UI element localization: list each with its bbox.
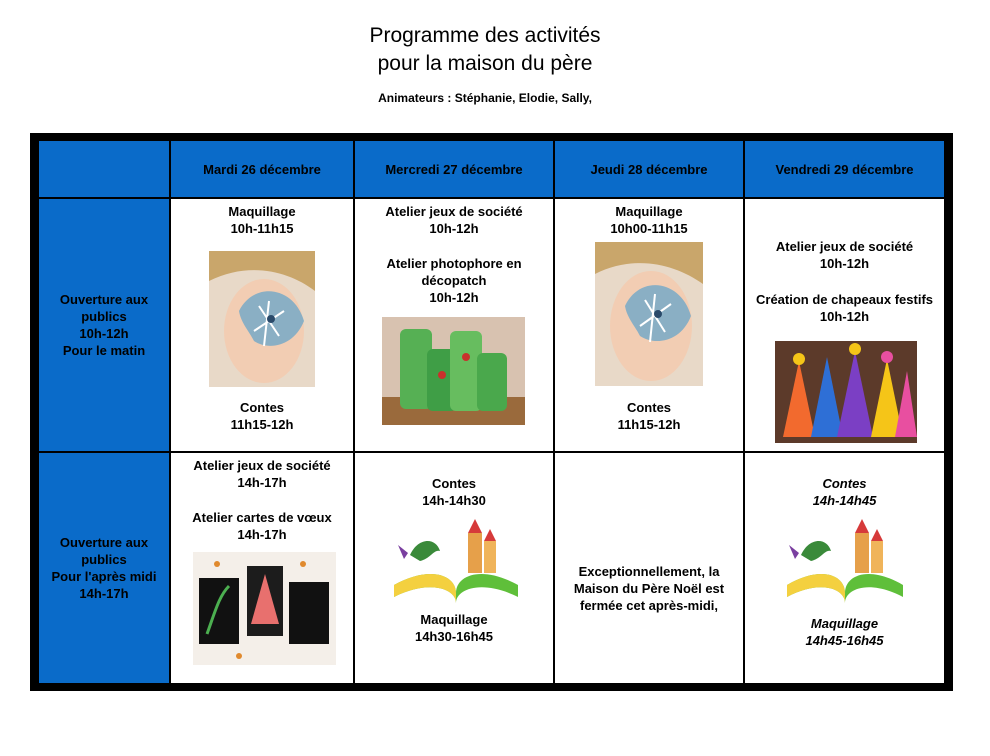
cell-thursday-afternoon: Exceptionnellement, la Maison du Père Noël est fermée cet après-midi,	[555, 453, 743, 683]
photophore-jars-photo	[382, 317, 525, 425]
header-corner	[39, 141, 169, 197]
storybook-castle-illustration-2	[783, 515, 907, 603]
storybook-castle-illustration	[390, 515, 522, 603]
header-day-wednesday: Mercredi 27 décembre	[355, 141, 553, 197]
cell-friday-morning: Atelier jeux de société 10h-12h Création de chapeaux festifs 10h-12h	[745, 199, 944, 451]
cell-friday-afternoon: Contes 14h-14h45 Maquillage 14h45-16h45	[745, 453, 944, 683]
row-label-morning: Ouverture aux publics 10h-12h Pour le matin	[39, 199, 169, 451]
header-day-thursday: Jeudi 28 décembre	[555, 141, 743, 197]
cell-tuesday-morning: Maquillage 10h-11h15 Contes 11h15-12h	[171, 199, 353, 451]
animators-line: Animateurs : Stéphanie, Elodie, Sally,	[378, 91, 592, 105]
face-paint-photo	[209, 251, 315, 387]
cell-tuesday-afternoon: Atelier jeux de société 14h-17h Atelier cartes de vœux 14h-17h	[171, 453, 353, 683]
header-day-friday: Vendredi 29 décembre	[745, 141, 944, 197]
header-day-tuesday: Mardi 26 décembre	[171, 141, 353, 197]
schedule-table	[30, 133, 953, 691]
cell-wednesday-afternoon: Contes 14h-14h30 Maquillage 14h30-16h45	[355, 453, 553, 683]
face-paint-photo-2	[595, 242, 703, 386]
page-title: Programme des activités	[369, 24, 601, 47]
page-title-line2: pour la maison du père	[377, 52, 593, 75]
greeting-cards-photo	[193, 552, 336, 665]
cell-thursday-morning: Maquillage 10h00-11h15 Contes 11h15-12h	[555, 199, 743, 451]
cell-wednesday-morning: Atelier jeux de société 10h-12h Atelier photophore en décopatch 10h-12h	[355, 199, 553, 451]
row-label-afternoon: Ouverture aux publics Pour l'après midi 14h-17h	[39, 453, 169, 683]
party-hats-photo	[775, 341, 917, 443]
